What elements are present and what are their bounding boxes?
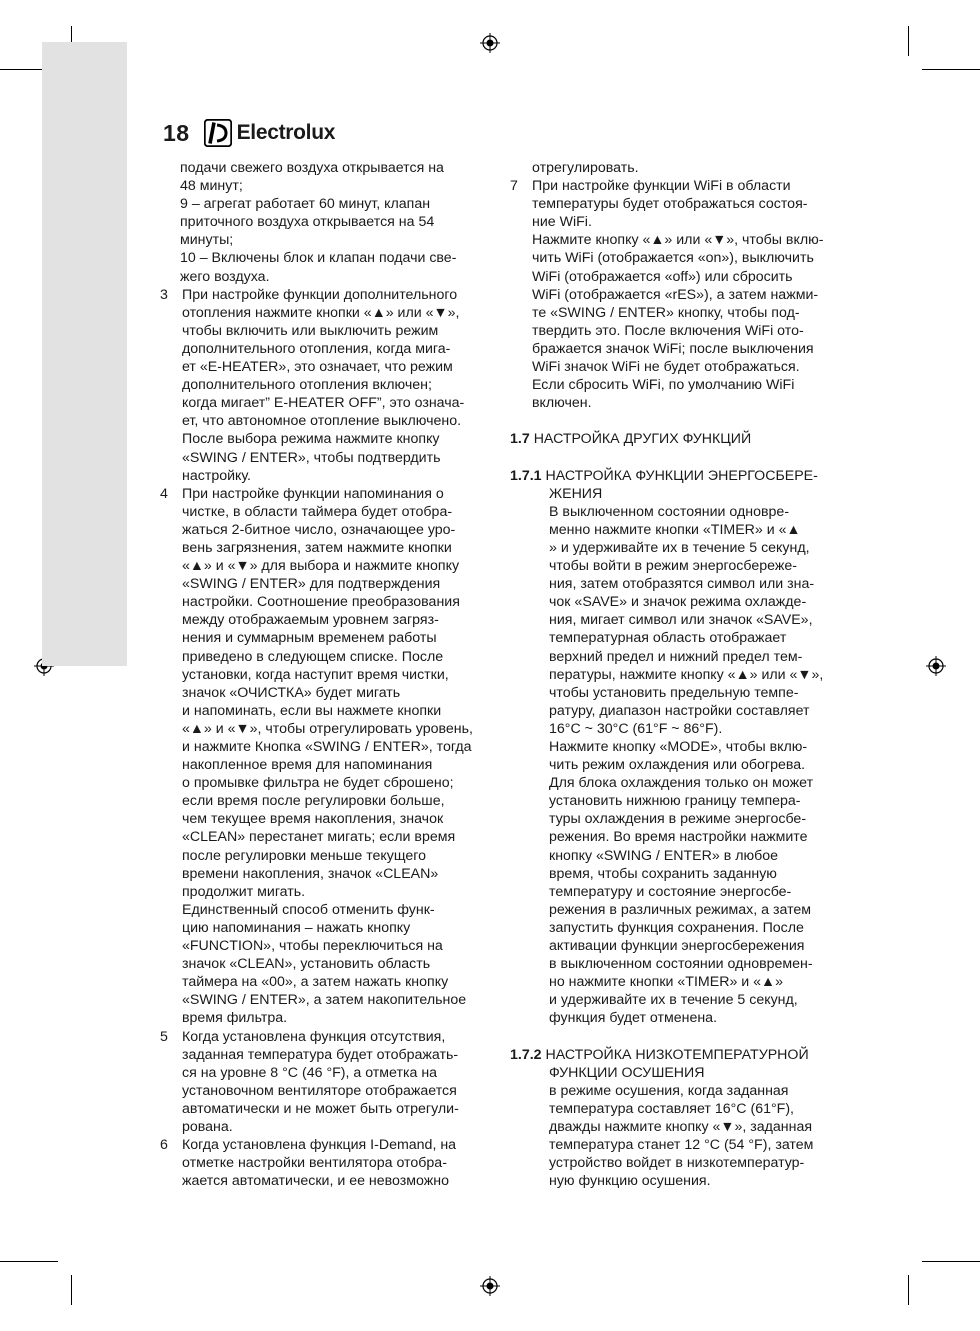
side-tab	[42, 42, 127, 666]
text-line: значок «ОЧИСТКА» будет мигать	[182, 684, 401, 701]
text-line: ет «E-HEATER», это означает, что режим	[182, 359, 453, 376]
crop-mark	[0, 1261, 58, 1262]
text-line: ния, затем отобразятся символ или зна-	[549, 576, 815, 593]
text-line: настройку.	[182, 467, 252, 484]
crop-mark	[908, 1275, 909, 1305]
section-heading-1-7-2	[510, 1046, 850, 1064]
text-line: Нажмите кнопку «MODE», чтобы вклю-	[549, 739, 808, 755]
text-line: чем текущее время накопления, значок	[182, 811, 444, 828]
text-line: «SWING / ENTER» для подтверждения	[182, 576, 441, 593]
item-number: 3	[160, 286, 168, 303]
text-line: когда мигает” E-HEATER OFF”, это означа-	[182, 395, 465, 412]
list-item-6	[160, 1136, 500, 1154]
text-line: приточного воздуха открывается на 54	[180, 214, 435, 231]
text-line: режения. Во время настройки нажмите	[549, 829, 808, 846]
text-line: установки, когда наступит время чистки,	[182, 666, 449, 683]
text-line: чистке, в области таймера будет отобра-	[182, 503, 453, 520]
text-line: заданная температура будет отображать-	[182, 1046, 459, 1063]
page-header	[163, 117, 335, 149]
text-line: подачи свежего воздуха открывается на	[180, 160, 444, 176]
text-line: «▲» и «▼», чтобы отрегулировать уровень,	[182, 720, 473, 737]
text-line: автоматически и не может быть отрегули-	[182, 1100, 459, 1117]
text-line: время, чтобы сохранить заданную	[549, 865, 777, 882]
text-line: Когда установлена функция I-Demand, на	[182, 1137, 457, 1154]
text-line: и удерживайте их в течение 5 секунд,	[549, 992, 798, 1009]
text-line: пературы, нажмите кнопку «▲» или «▼»,	[549, 666, 824, 683]
text-line: При настройке функции дополнительного	[182, 286, 458, 303]
registration-mark-icon	[926, 656, 946, 676]
section-title: НАСТРОЙКА ДРУГИХ ФУНКЦИЙ	[533, 431, 752, 448]
left-column	[160, 159, 500, 1190]
registration-mark-icon	[480, 1276, 500, 1296]
right-column	[510, 159, 850, 1190]
text-line: Единственный способ отменить функ-	[182, 901, 435, 918]
text-line: установить нижнюю границу темпера-	[549, 793, 801, 810]
text-line: чить режим охлаждения или обогрева.	[549, 757, 806, 774]
text-line: дополнительного отопления, когда мига-	[182, 340, 451, 357]
text-line: твердить это. После включения WiFi ото-	[532, 322, 804, 339]
text-line: ную функцию осушения.	[549, 1173, 711, 1190]
registration-mark-icon	[480, 33, 500, 53]
text-line: вень загрязнения, затем нажмите кнопки	[182, 539, 452, 556]
list-item-7	[510, 177, 850, 195]
text-line: приведено в следующем списке. После	[182, 648, 444, 665]
text-line: цию напоминания – нажать кнопку	[182, 919, 411, 936]
text-line: ние WiFi.	[532, 214, 592, 231]
text-line: о промывке фильтра не будет сброшено;	[182, 775, 454, 792]
list-item-5	[160, 1028, 500, 1046]
text-line: жего воздуха.	[180, 268, 270, 285]
text-line: отопления нажмите кнопки «▲» или «▼»,	[182, 304, 460, 321]
text-line: менно нажмите кнопки «TIMER» и «▲	[549, 521, 801, 538]
text-line: При настройке функции напоминания о	[182, 485, 444, 502]
text-line: дважды нажмите кнопку «▼», заданная	[549, 1118, 813, 1135]
text-line: чок «SAVE» и значок режима охлажде-	[549, 594, 807, 611]
text-line: значок «CLEAN», установить область	[182, 956, 431, 973]
text-line: верхний предел и нижний предел тем-	[549, 648, 803, 665]
text-line: жается автоматически, и ее невозможно	[182, 1173, 449, 1190]
text-line: 48 минут;	[180, 178, 243, 195]
text-line: настройки. Соотношение преобразования	[182, 594, 460, 611]
text-line: продолжит мигать.	[182, 883, 306, 900]
text-line: устройство войдет в низкотемператур-	[549, 1155, 805, 1172]
section-title: НАСТРОЙКА ФУНКЦИИ ЭНЕРГОСБЕРЕ-	[545, 467, 818, 484]
text-line: чтобы войти в режим энергосбереже-	[549, 558, 797, 575]
text-line: температуры будет отображаться состоя-	[532, 196, 808, 213]
text-line: чить WiFi (отображается «on»), выключить	[532, 250, 814, 267]
text-line: WiFi (отображается «off») или сбросить	[532, 268, 793, 285]
text-line: 9 – агрегат работает 60 минут, клапан	[180, 196, 431, 213]
text-line: отметке настройки вентилятора отобра-	[182, 1155, 447, 1172]
text-line: После выбора режима нажмите кнопку	[182, 431, 440, 448]
list-item-3	[160, 286, 500, 304]
text-line: режения в различных режимах, а затем	[549, 901, 812, 918]
section-heading-1-7-1	[510, 467, 850, 485]
section-title: ЖЕНИЯ	[549, 485, 603, 502]
text-line: рована.	[182, 1118, 233, 1135]
item-number: 5	[160, 1028, 168, 1045]
text-line: » и удерживайте их в течение 5 секунд,	[549, 539, 810, 556]
text-line: функция будет отменена.	[549, 1010, 718, 1027]
text-line: ратуру, диапазон настройки составляет	[549, 702, 810, 719]
text-line: температурная область отображает	[549, 630, 787, 647]
text-line: 16°C ~ 30°C (61°F ~ 86°F).	[549, 720, 723, 737]
text-line: таймера на «00», а затем нажать кнопку	[182, 974, 449, 991]
text-line: При настройке функции WiFi в области	[532, 178, 791, 195]
brand-name: Electrolux	[236, 121, 336, 144]
text-line: накопленное время для напоминания	[182, 757, 433, 774]
text-line: «▲» и «▼» для выбора и нажмите кнопку	[182, 558, 460, 575]
text-line: дополнительного отопления включен;	[182, 377, 432, 394]
text-line: «SWING / ENTER», а затем накопительное	[182, 992, 467, 1009]
text-line: жаться 2-битное число, означающее уро-	[182, 521, 456, 538]
section-heading-1-7	[510, 430, 850, 448]
text-line: туры охлаждения в режиме энергосбе-	[549, 811, 807, 828]
text-line: минуты;	[180, 232, 234, 249]
text-line: между отображаемым уровнем загряз-	[182, 612, 439, 629]
text-line: температура станет 12 °C (54 °F), затем	[549, 1137, 814, 1154]
text-line: ет, что автономное отопление выключено.	[182, 413, 462, 430]
text-line: WiFi (отображается «rES»), а затем нажми-	[532, 286, 819, 303]
section-number: 1.7.1	[510, 467, 542, 484]
section-number: 1.7	[510, 431, 530, 448]
text-line: нения и суммарным временем работы	[182, 630, 437, 647]
text-line: температура составляет 16°C (61°F),	[549, 1100, 794, 1117]
text-line: «FUNCTION», чтобы переключиться на	[182, 938, 443, 955]
section-title: НАСТРОЙКА НИЗКОТЕМПЕРАТУРНОЙ	[545, 1046, 809, 1063]
text-line: бражается значок WiFi; после выключения	[532, 340, 814, 357]
item-number: 6	[160, 1137, 168, 1154]
text-line: времени накопления, значок «CLEAN»	[182, 865, 439, 882]
crop-mark	[71, 1275, 72, 1305]
text-line: WiFi значок WiFi не будет отображаться.	[532, 359, 800, 376]
text-line: активации функции энергосбережения	[549, 938, 805, 955]
text-line: Когда установлена функция отсутствия,	[182, 1028, 446, 1045]
text-line: Если сбросить WiFi, по умолчанию WiFi	[532, 377, 795, 394]
text-line: те «SWING / ENTER» кнопку, чтобы под-	[532, 304, 800, 321]
text-line: включен.	[532, 395, 592, 412]
crop-mark	[922, 69, 980, 70]
text-line: и нажмите Кнопка «SWING / ENTER», тогда	[182, 739, 472, 755]
text-line: в выключенном состоянии одновремен-	[549, 956, 813, 973]
text-line: «SWING / ENTER», чтобы подтвердить	[182, 449, 441, 466]
text-line: время фильтра.	[182, 1010, 288, 1027]
text-line: кнопку «SWING / ENTER» в любое	[549, 847, 779, 864]
text-line: установочном вентиляторе отображается	[182, 1082, 457, 1099]
text-line: Для блока охлаждения только он может	[549, 775, 814, 792]
electrolux-logo-icon	[204, 119, 232, 147]
list-item-4	[160, 485, 500, 503]
crop-mark	[922, 1261, 980, 1262]
item-number: 7	[510, 178, 518, 195]
text-line: ния, мигает символ или значок «SAVE»,	[549, 612, 813, 629]
text-line: в режиме осушения, когда заданная	[549, 1082, 789, 1099]
text-line: чтобы включить или выключить режим	[182, 322, 439, 339]
text-line: запустить функция сохранения. После	[549, 919, 804, 936]
section-title: ФУНКЦИИ ОСУШЕНИЯ	[549, 1064, 705, 1081]
text-line: но нажмите кнопки «TIMER» и «▲»	[549, 974, 783, 991]
page-number: 18	[163, 119, 190, 146]
brand-logo	[204, 119, 336, 147]
text-line: Нажмите кнопку «▲» или «▼», чтобы вклю-	[532, 232, 824, 249]
text-line: после регулировки меньше текущего	[182, 847, 427, 864]
item-number: 4	[160, 485, 168, 502]
text-line: если время после регулировки больше,	[182, 793, 445, 810]
text-line: ся на уровне 8 °C (46 °F), а отметка на	[182, 1064, 438, 1081]
text-line: температуру и состояние энергосбе-	[549, 883, 792, 900]
text-line: отрегулировать.	[532, 160, 639, 176]
text-line: «CLEAN» перестанет мигать; если время	[182, 829, 456, 846]
text-line: В выключенном состоянии одновре-	[549, 503, 790, 520]
text-line: чтобы установить предельную темпе-	[549, 684, 799, 701]
text-line: 10 – Включены блок и клапан подачи све-	[180, 250, 457, 267]
crop-mark	[908, 26, 909, 56]
section-number: 1.7.2	[510, 1046, 542, 1063]
text-line: и напоминать, если вы нажмете кнопки	[182, 702, 442, 719]
